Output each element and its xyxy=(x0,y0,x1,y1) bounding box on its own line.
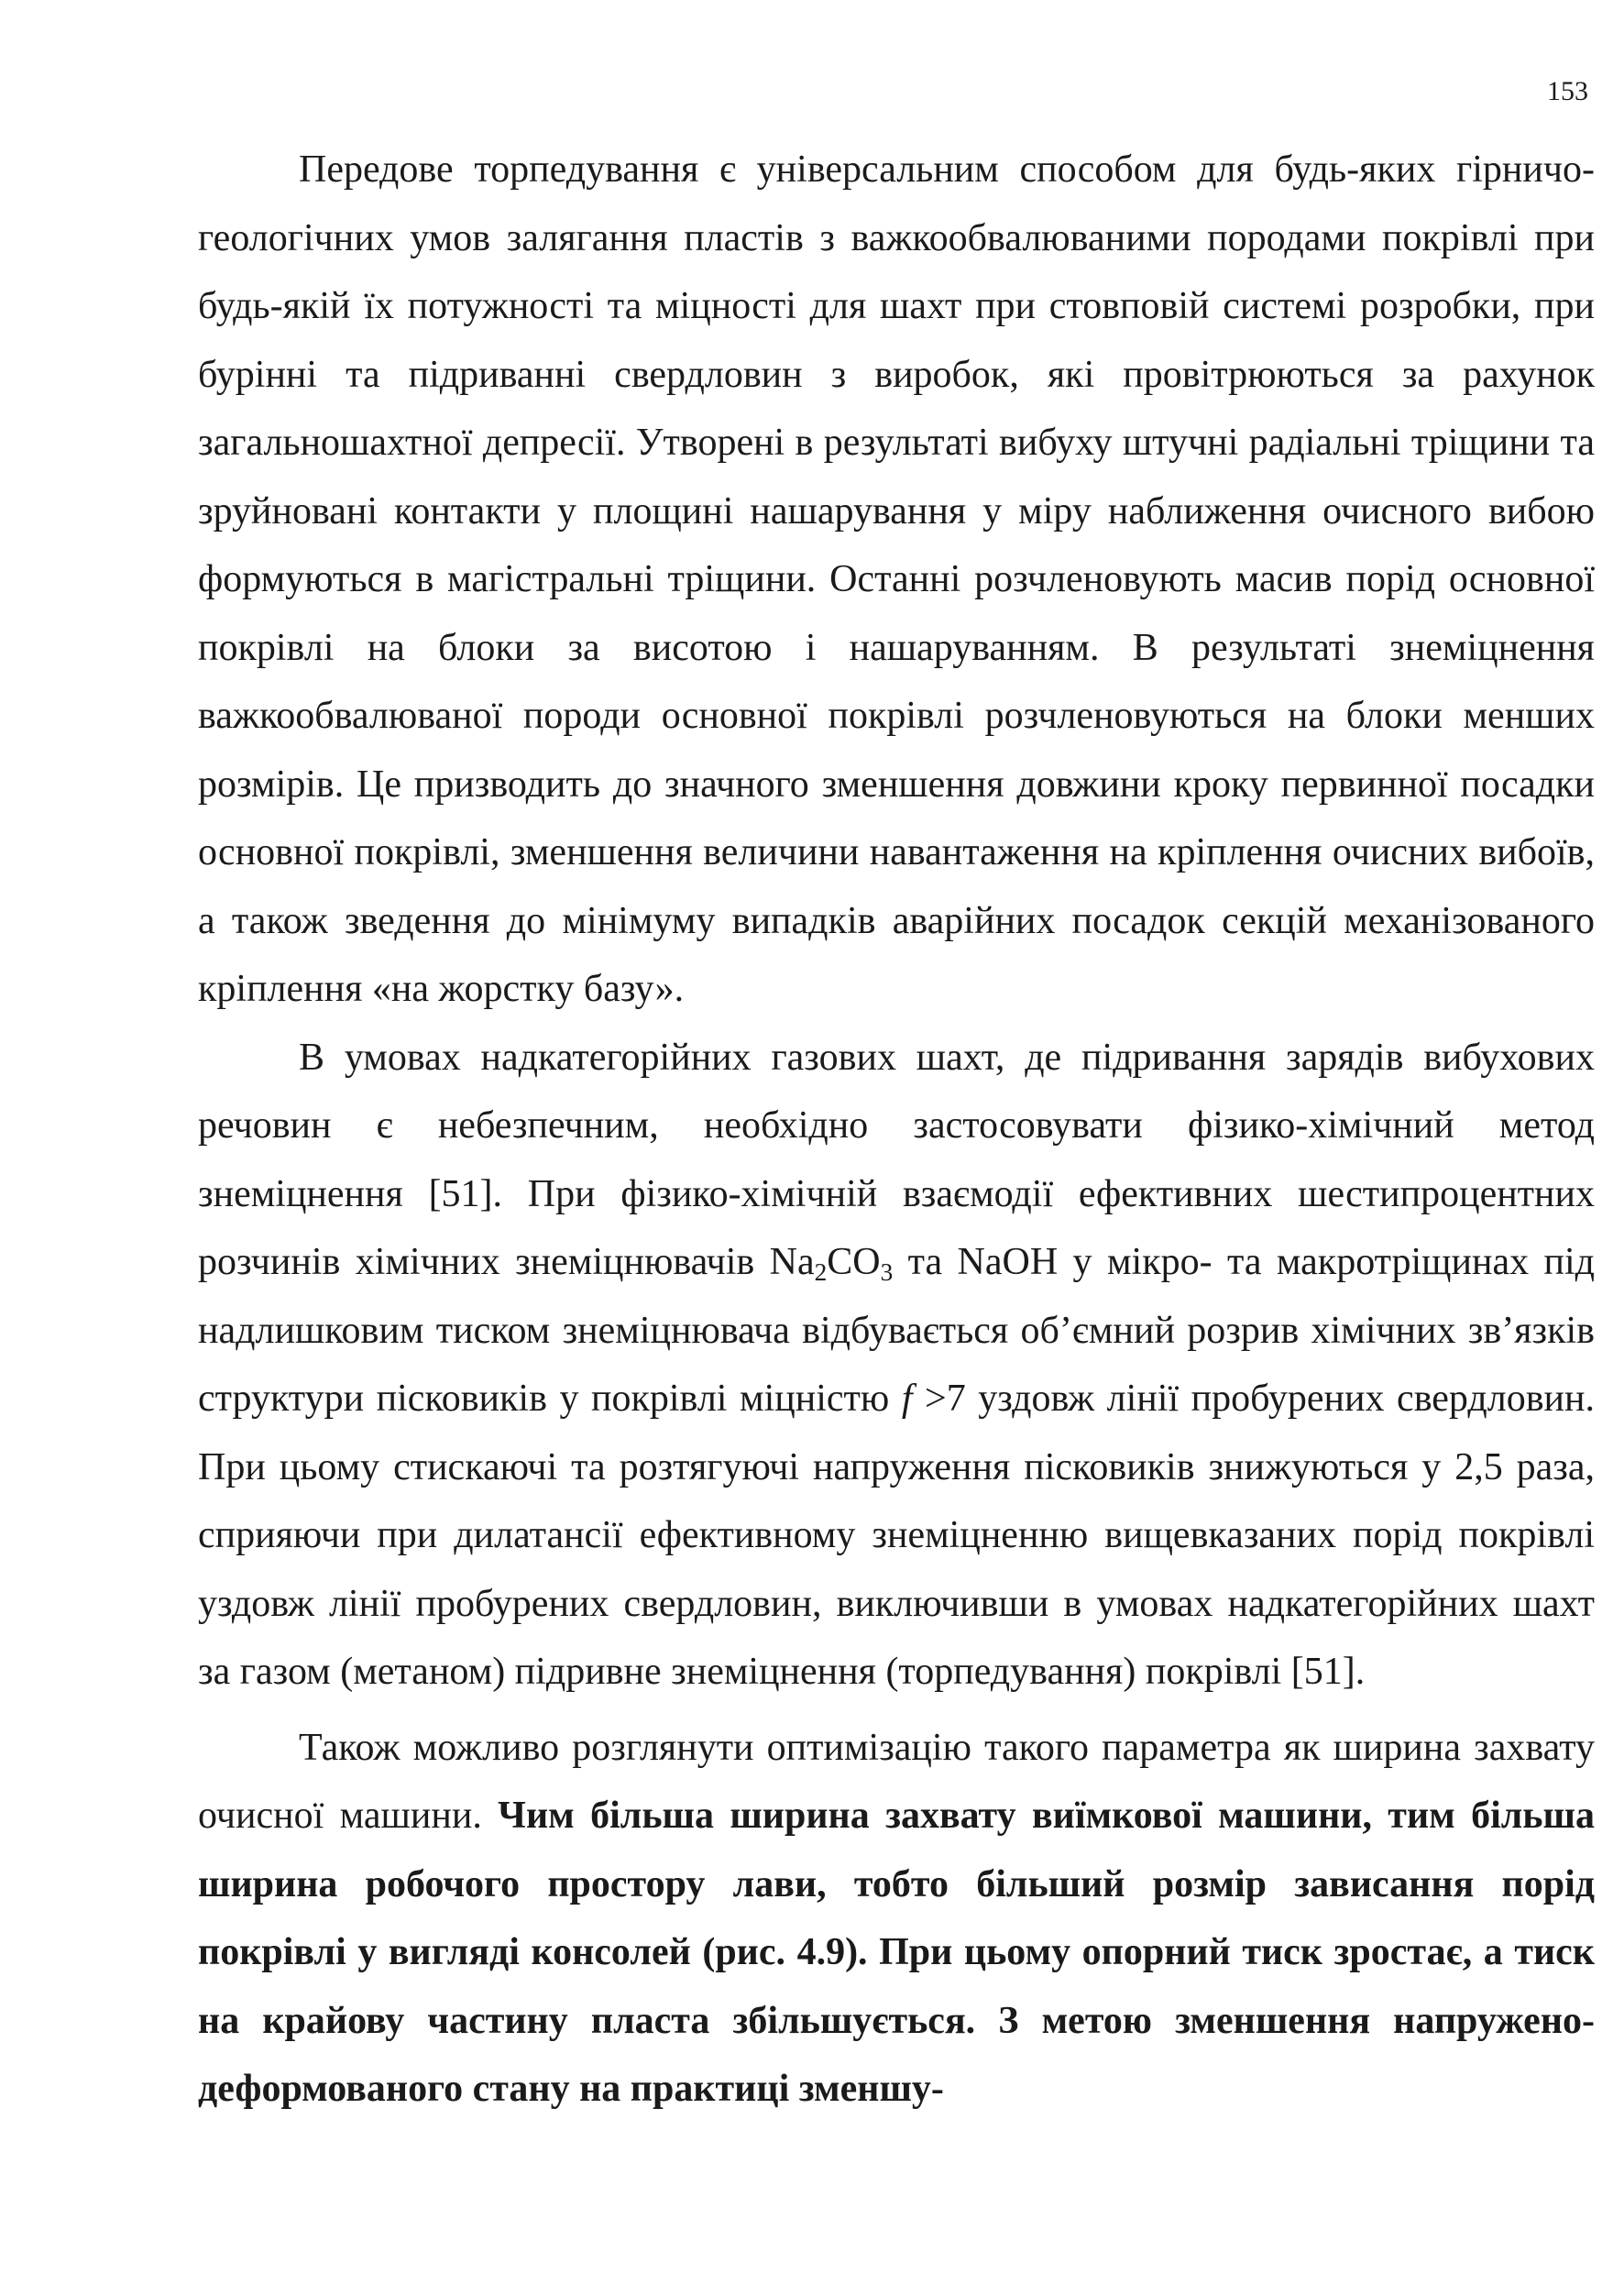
paragraph-2-text-a: В умовах надкатегорійних газових шахт, де підривання зарядів вибухових речовин є небезпечним, необхідно застосовувати фізико-хімічний метод знеміцнення [51]. При фізико-хімічній взаємодії ефективних шестипроцентних розчинів хімічних знеміцнювачів Na xyxy=(198,1036,1595,1283)
strength-coefficient-symbol: f xyxy=(901,1378,913,1420)
paragraph-2-text-d: >7 уздовж лінії пробурених свердловин. При цьому стискаючі та розтягуючі напруження пісковиків знижуються у 2,5 раза, сприяючи при дилатансії ефективному знеміцненню вищевказаних порід покрівлі уздовж лінії пробурених свердловин, виключивши в умовах надкатегорійних шахт за газом (метаном) підривне знеміцнення (торпедування) покрівлі [51]. xyxy=(198,1378,1595,1693)
paragraph-2-text-c: та NaOH у мікро- та макротріщинах під надлишковим тиском знеміцнювача відбувається об’ємний розрив хімічних зв’язків структури пісковиків у покрівлі міцністю xyxy=(198,1241,1596,1420)
paragraph-1: Передове торпедування є універсальним способом для будь-яких гірничо-геологічних умов залягання пластів з важкообвалюваними породами покрівлі при будь-якій їх потужності та міцності для шахт при стовповій системі розробки, при бурінні та підриванні свердловин з виробок, які провітрюються за рахунок загальношахтної депресії. Утворені в результаті вибуху штучні радіальні тріщини та зруйновані контакти у площині нашарування у міру наближення очисного вибою формуються в магістральні тріщини. Останні розчленовують масив порід основної покрівлі на блоки за висотою і нашаруванням. В результаті знеміцнення важкообвалюваної породи основної покрівлі розчленовуються на блоки менших розмірів. Це призводить до значного зменшення довжини кроку первинної посадки основної покрівлі, зменшення величини навантаження на кріплення очисних вибоїв, а також зведення до мінімуму випадків аварійних посадок секцій механізованого кріплення «на жорстку базу». xyxy=(198,148,1595,1010)
paragraph-3 xyxy=(198,1714,1595,2124)
paragraph-3-bold-text: Чим більша ширина захвату виїмкової машини, тим більша ширина робочого простору лави, тобто більший розмір зависання порід покрівлі у вигляді консолей (рис. 4.9). При цьому опорний тиск зростає, а тиск на крайову частину пласта збільшується. З метою зменшення напружено-деформованого стану на практиці зменшу- xyxy=(198,1795,1595,2110)
paragraph-3-normal-text: Також можливо розглянути оптимізацію такого параметра як ширина захвату очисної машини. xyxy=(198,1726,1595,1837)
paragraph-2 xyxy=(198,1024,1595,1707)
paragraph-2-text-b: CO xyxy=(827,1241,881,1283)
subscript-2: 2 xyxy=(814,1257,828,1286)
body-text xyxy=(198,136,1595,2124)
subscript-3: 3 xyxy=(880,1257,894,1286)
page-number: 153 xyxy=(1547,76,1588,106)
